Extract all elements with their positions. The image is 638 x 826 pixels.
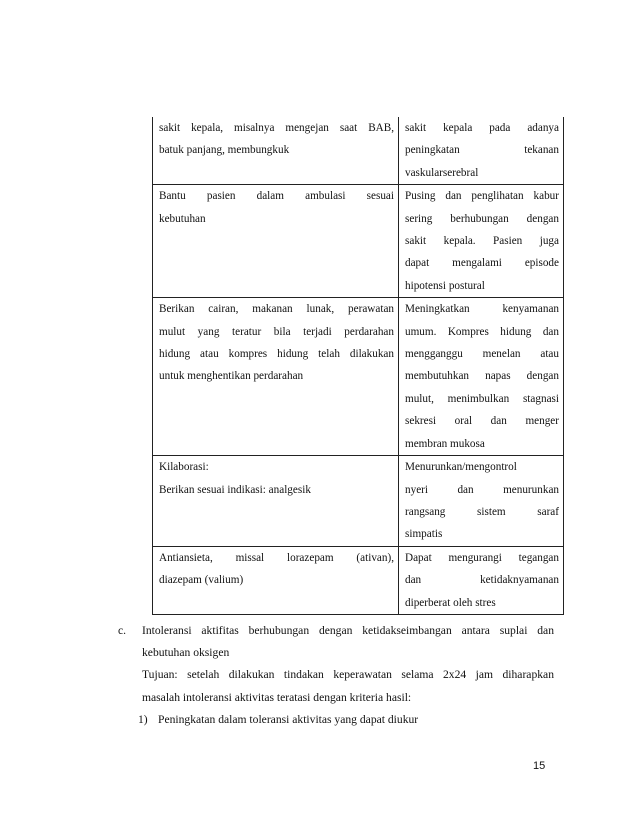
cell-line: hidung atau kompres hidung telah dilakukan xyxy=(159,348,394,361)
intervention-cell xyxy=(153,117,399,185)
cell-line: vaskularserebral xyxy=(405,166,479,179)
cell-line: umum. Kompres hidung dan xyxy=(405,325,559,338)
rationale-cell xyxy=(399,298,564,456)
cell-line: membutuhkan napas dengan xyxy=(405,370,559,383)
cell-line: sakit kepala pada adanya xyxy=(405,122,559,134)
section-c-heading xyxy=(118,620,554,642)
page-number: 15 xyxy=(533,760,546,772)
cell-line: Pusing dan penglihatan kabur xyxy=(405,190,559,203)
intervention-table xyxy=(152,117,564,615)
rationale-cell xyxy=(399,117,564,185)
intervention-cell xyxy=(153,185,399,298)
cell-line: diazepam (valium) xyxy=(159,574,244,587)
cell-line: sakit kepala, misalnya mengejan saat BAB, xyxy=(159,122,394,134)
diagnosis-line: Intoleransi aktifitas berhubungan dengan ketidakseimbangan antara suplai dan xyxy=(142,624,554,637)
diagnosis-line: kebutuhan oksigen xyxy=(142,646,230,660)
cell-line: Kilaborasi: xyxy=(159,461,209,474)
cell-line: dapat mengalami episode xyxy=(405,257,559,270)
list-marker: 1) xyxy=(138,712,148,726)
cell-line: Meningkatkan kenyamanan xyxy=(405,303,559,316)
cell-line: Dapat mengurangi tegangan xyxy=(405,551,559,564)
cell-line: simpatis xyxy=(405,528,443,541)
cell-line: peningkatan tekanan xyxy=(405,144,559,157)
cell-line: diperberat oleh stres xyxy=(405,596,496,609)
criteria-text: Peningkatan dalam toleransi aktivitas yang dapat diukur xyxy=(158,712,419,726)
goal-line: masalah intoleransi aktivitas teratasi dengan kriteria hasil: xyxy=(142,690,412,704)
cell-line: membran mukosa xyxy=(405,437,485,450)
cell-line: nyeri dan menurunkan xyxy=(405,483,559,496)
table-row xyxy=(153,546,564,614)
table-row xyxy=(153,117,564,185)
table-row xyxy=(153,298,564,456)
cell-line: Antiansieta, missal lorazepam (ativan), xyxy=(159,551,394,564)
section-c xyxy=(118,620,554,731)
intervention-cell xyxy=(153,456,399,547)
cell-line: untuk menghentikan perdarahan xyxy=(159,370,304,383)
cell-line: mulut yang teratur bila terjadi perdarahan xyxy=(159,325,394,338)
cell-line: sekresi oral dan menger xyxy=(405,415,559,428)
cell-line: mengganggu menelan atau xyxy=(405,348,559,361)
cell-line: mulut, menimbulkan stagnasi xyxy=(405,392,559,405)
cell-line: dan ketidaknyamanan xyxy=(405,574,559,587)
cell-line: sering berhubungan dengan xyxy=(405,212,559,225)
cell-line: kebutuhan xyxy=(159,212,206,225)
cell-line: Menurunkan/mengontrol xyxy=(405,461,517,474)
cell-line: sakit kepala. Pasien juga xyxy=(405,235,559,248)
rationale-cell xyxy=(399,185,564,298)
cell-line: Berikan cairan, makanan lunak, perawatan xyxy=(159,303,394,316)
cell-line: rangsang sistem saraf xyxy=(405,505,559,518)
cell-line: Berikan sesuai indikasi: analgesik xyxy=(159,483,311,496)
criteria-item xyxy=(118,709,554,731)
cell-line: Bantu pasien dalam ambulasi sesuai xyxy=(159,190,394,203)
intervention-cell xyxy=(153,298,399,456)
rationale-cell xyxy=(399,546,564,614)
intervention-cell xyxy=(153,546,399,614)
table-row xyxy=(153,456,564,547)
cell-line: hipotensi postural xyxy=(405,279,485,292)
table-row xyxy=(153,185,564,298)
cell-line: batuk panjang, membungkuk xyxy=(159,144,290,157)
goal-line: Tujuan: setelah dilakukan tindakan keperawatan selama 2x24 jam diharapkan xyxy=(142,668,554,682)
rationale-cell xyxy=(399,456,564,547)
list-marker: c. xyxy=(118,624,127,637)
